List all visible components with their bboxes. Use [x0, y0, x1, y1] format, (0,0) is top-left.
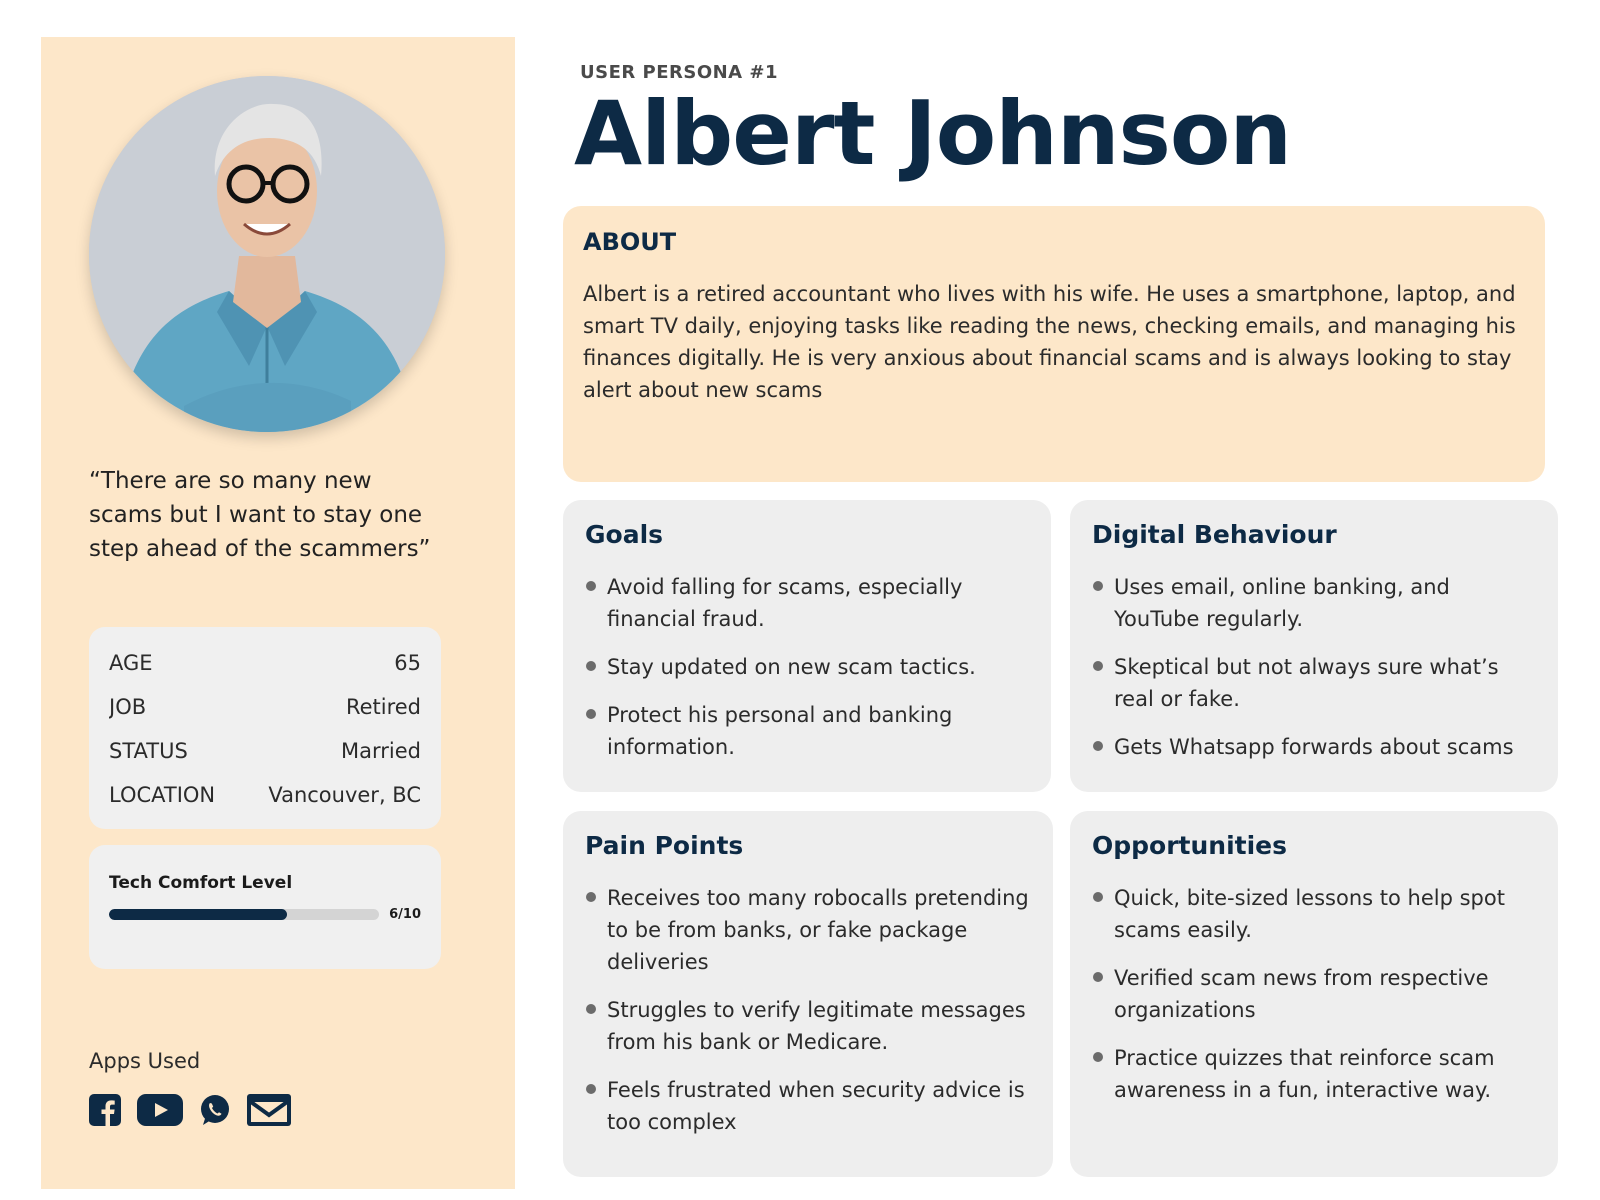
list-item: [585, 571, 1029, 635]
fact-label: JOB: [109, 695, 147, 719]
about-text: Albert is a retired accountant who lives with his wife. He uses a smartphone, laptop, and smart TV daily, enjoying tasks like reading the news, checking emails, and managing his finances digitally. He is very anxious about financial scams and is always looking to stay alert about new scams: [583, 282, 1516, 402]
list-item-text: Skeptical but not always sure what’s real or fake.: [1114, 655, 1499, 711]
goals-card: [563, 500, 1051, 792]
list-item: [585, 882, 1031, 978]
list-item: [1092, 571, 1536, 635]
list-item-text: Quick, bite-sized lessons to help spot scams easily.: [1114, 886, 1505, 942]
list-item-text: Protect his personal and banking information.: [607, 703, 953, 759]
bullet-icon: [586, 892, 596, 902]
fact-value: Married: [341, 739, 421, 763]
tech-comfort-card: [89, 845, 441, 969]
list-item-text: Gets Whatsapp forwards about scams: [1114, 735, 1514, 759]
list-item: [585, 699, 1029, 763]
list-item-text: Feels frustrated when security advice is too complex: [607, 1078, 1025, 1134]
list-item: [585, 651, 1029, 683]
fact-value: 65: [394, 651, 421, 675]
about-title: ABOUT: [583, 228, 677, 256]
opportunities-list: [1092, 882, 1536, 1106]
tech-comfort-score: 6/10: [389, 907, 421, 922]
list-item: [1092, 651, 1536, 715]
digital-behaviour-card: [1070, 500, 1558, 792]
persona-facts: [89, 627, 441, 829]
persona-quote: “There are so many new scams but I want to stay one step ahead of the scammers”: [89, 468, 431, 562]
list-item: [1092, 882, 1536, 946]
list-item-text: Receives too many robocalls pretending to be from banks, or fake package deliveries: [607, 886, 1029, 974]
fact-row-location: [109, 773, 421, 817]
fact-label: LOCATION: [109, 783, 216, 807]
fact-row-job: [109, 685, 421, 729]
bullet-icon: [1093, 581, 1103, 591]
digital-behaviour-list: [1092, 571, 1536, 763]
bullet-icon: [1093, 1052, 1103, 1062]
bullet-icon: [1093, 741, 1103, 751]
goals-title: Goals: [585, 520, 664, 549]
list-item: [1092, 731, 1536, 763]
list-item-text: Uses email, online banking, and YouTube regularly.: [1114, 575, 1450, 631]
fact-value: Vancouver, BC: [268, 783, 421, 807]
apps-used-label: Apps Used: [89, 1049, 201, 1073]
list-item-text: Avoid falling for scams, especially financial fraud.: [607, 575, 963, 631]
tech-comfort-fill: [109, 909, 287, 920]
apps-used-list: [89, 1094, 307, 1126]
whatsapp-icon: [199, 1094, 231, 1126]
pain-points-list: [585, 882, 1031, 1138]
list-item: [1092, 1042, 1536, 1106]
digital-behaviour-title: Digital Behaviour: [1092, 520, 1337, 549]
fact-value: Retired: [345, 695, 421, 719]
fact-row-age: [109, 641, 421, 685]
list-item: [585, 1074, 1031, 1138]
fact-label: STATUS: [109, 739, 188, 763]
tech-comfort-track: [109, 909, 379, 920]
bullet-icon: [586, 581, 596, 591]
tech-comfort-meter: [109, 907, 421, 922]
bullet-icon: [586, 709, 596, 719]
email-icon: [247, 1094, 291, 1126]
avatar-illustration: [89, 76, 445, 432]
bullet-icon: [586, 1084, 596, 1094]
bullet-icon: [1093, 661, 1103, 671]
bullet-icon: [1093, 892, 1103, 902]
fact-label: AGE: [109, 651, 153, 675]
about-card: [563, 206, 1545, 482]
facebook-icon: [89, 1094, 121, 1126]
opportunities-title: Opportunities: [1092, 831, 1288, 860]
bullet-icon: [586, 1004, 596, 1014]
tech-comfort-label: Tech Comfort Level: [109, 873, 293, 893]
bullet-icon: [1093, 972, 1103, 982]
fact-row-status: [109, 729, 421, 773]
list-item: [585, 994, 1031, 1058]
pain-points-card: [563, 811, 1053, 1177]
opportunities-card: [1070, 811, 1558, 1177]
list-item-text: Verified scam news from respective organizations: [1114, 966, 1489, 1022]
goals-list: [585, 571, 1029, 763]
list-item-text: Practice quizzes that reinforce scam awareness in a fun, interactive way.: [1114, 1046, 1495, 1102]
youtube-icon: [137, 1094, 183, 1126]
persona-name: Albert Johnson: [574, 82, 1292, 185]
list-item-text: Stay updated on new scam tactics.: [607, 655, 976, 679]
profile-panel: [41, 37, 515, 1189]
list-item: [1092, 962, 1536, 1026]
bullet-icon: [586, 661, 596, 671]
avatar: [89, 76, 445, 432]
list-item-text: Struggles to verify legitimate messages from his bank or Medicare.: [607, 998, 1026, 1054]
persona-eyebrow: USER PERSONA #1: [580, 62, 778, 83]
pain-points-title: Pain Points: [585, 831, 744, 860]
